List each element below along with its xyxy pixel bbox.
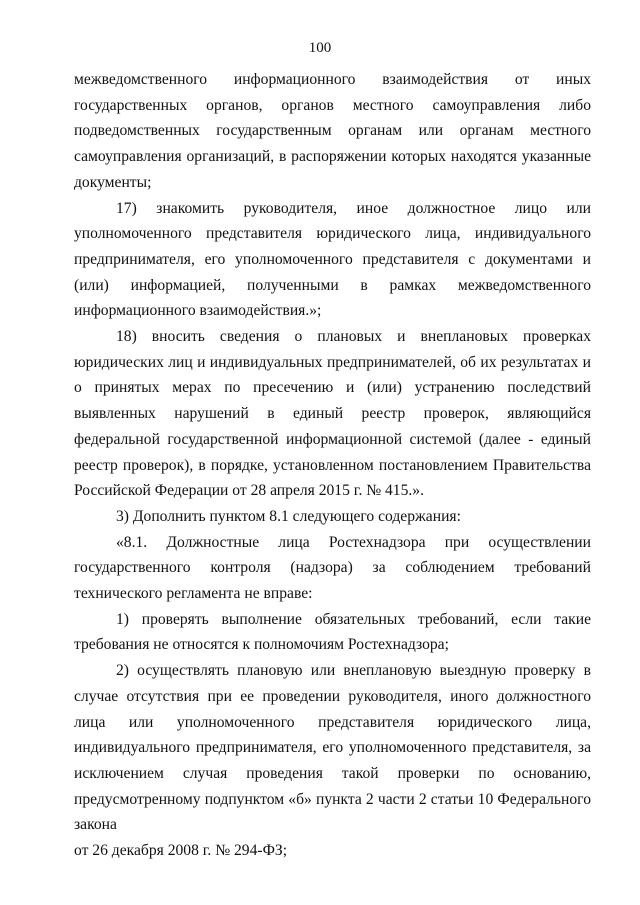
- paragraph-3: 18) вносить сведения о плановых и внеплановых проверках юридических лиц и индивидуальных предпринимателей, об их результатах и о принятых мерах по пресечению и (или) устранению последствий выявленных нарушений в единый реестр проверок, являющийся федеральной государственной информационной системой (далее - единый реестр проверок), в порядке, установленном постановлением Правительства Российской Федерации от 28 апреля 2015 г. № 415.».: [74, 328, 591, 500]
- page-number: 100: [308, 40, 332, 56]
- paragraph-7-main: 2) осуществлять плановую или внеплановую выездную проверку в случае отсутствия при ее проведении руководителя, иного должностного лица или уполномоченного представителя юридического лица, индивидуального предпринимателя, его уполномоченного представителя, за исключением случая проведения такой проверки по основанию, предусмотренному подпунктом «б» пункта 2 части 2 статьи 10 Федерального закона: [74, 662, 591, 834]
- document-body: [74, 67, 591, 864]
- paragraph-5: «8.1. Должностные лица Ростехнадзора при осуществлении государственного контроля (надзора) за соблюдением требований технического регламента не вправе:: [74, 533, 591, 603]
- paragraph-6: 1) проверять выполнение обязательных требований, если такие требования не относятся к полномочиям Ростехнадзора;: [74, 610, 591, 654]
- paragraph-7-tail: [74, 838, 591, 864]
- paragraph-7: [74, 658, 591, 838]
- paragraph-1: межведомственного информационного взаимодействия от иных государственных органов, органов местного самоуправления либо подведомственных государственным органам или органам местного самоуправления организаций, в распоряжении которых находятся указанные документы;: [74, 71, 591, 191]
- paragraph-4: 3) Дополнить пунктом 8.1 следующего содержания:: [116, 507, 461, 525]
- paragraph-2: 17) знакомить руководителя, иное должностное лицо или уполномоченного представителя юридического лица, индивидуального предпринимателя, его уполномоченного представителя с документами и (или) информацией, полученными в рамках межведомственного информационного взаимодействия.»;: [74, 199, 591, 320]
- paragraph-7-tail-text: от 26 декабря 2008 г. № 294-ФЗ;: [74, 842, 288, 860]
